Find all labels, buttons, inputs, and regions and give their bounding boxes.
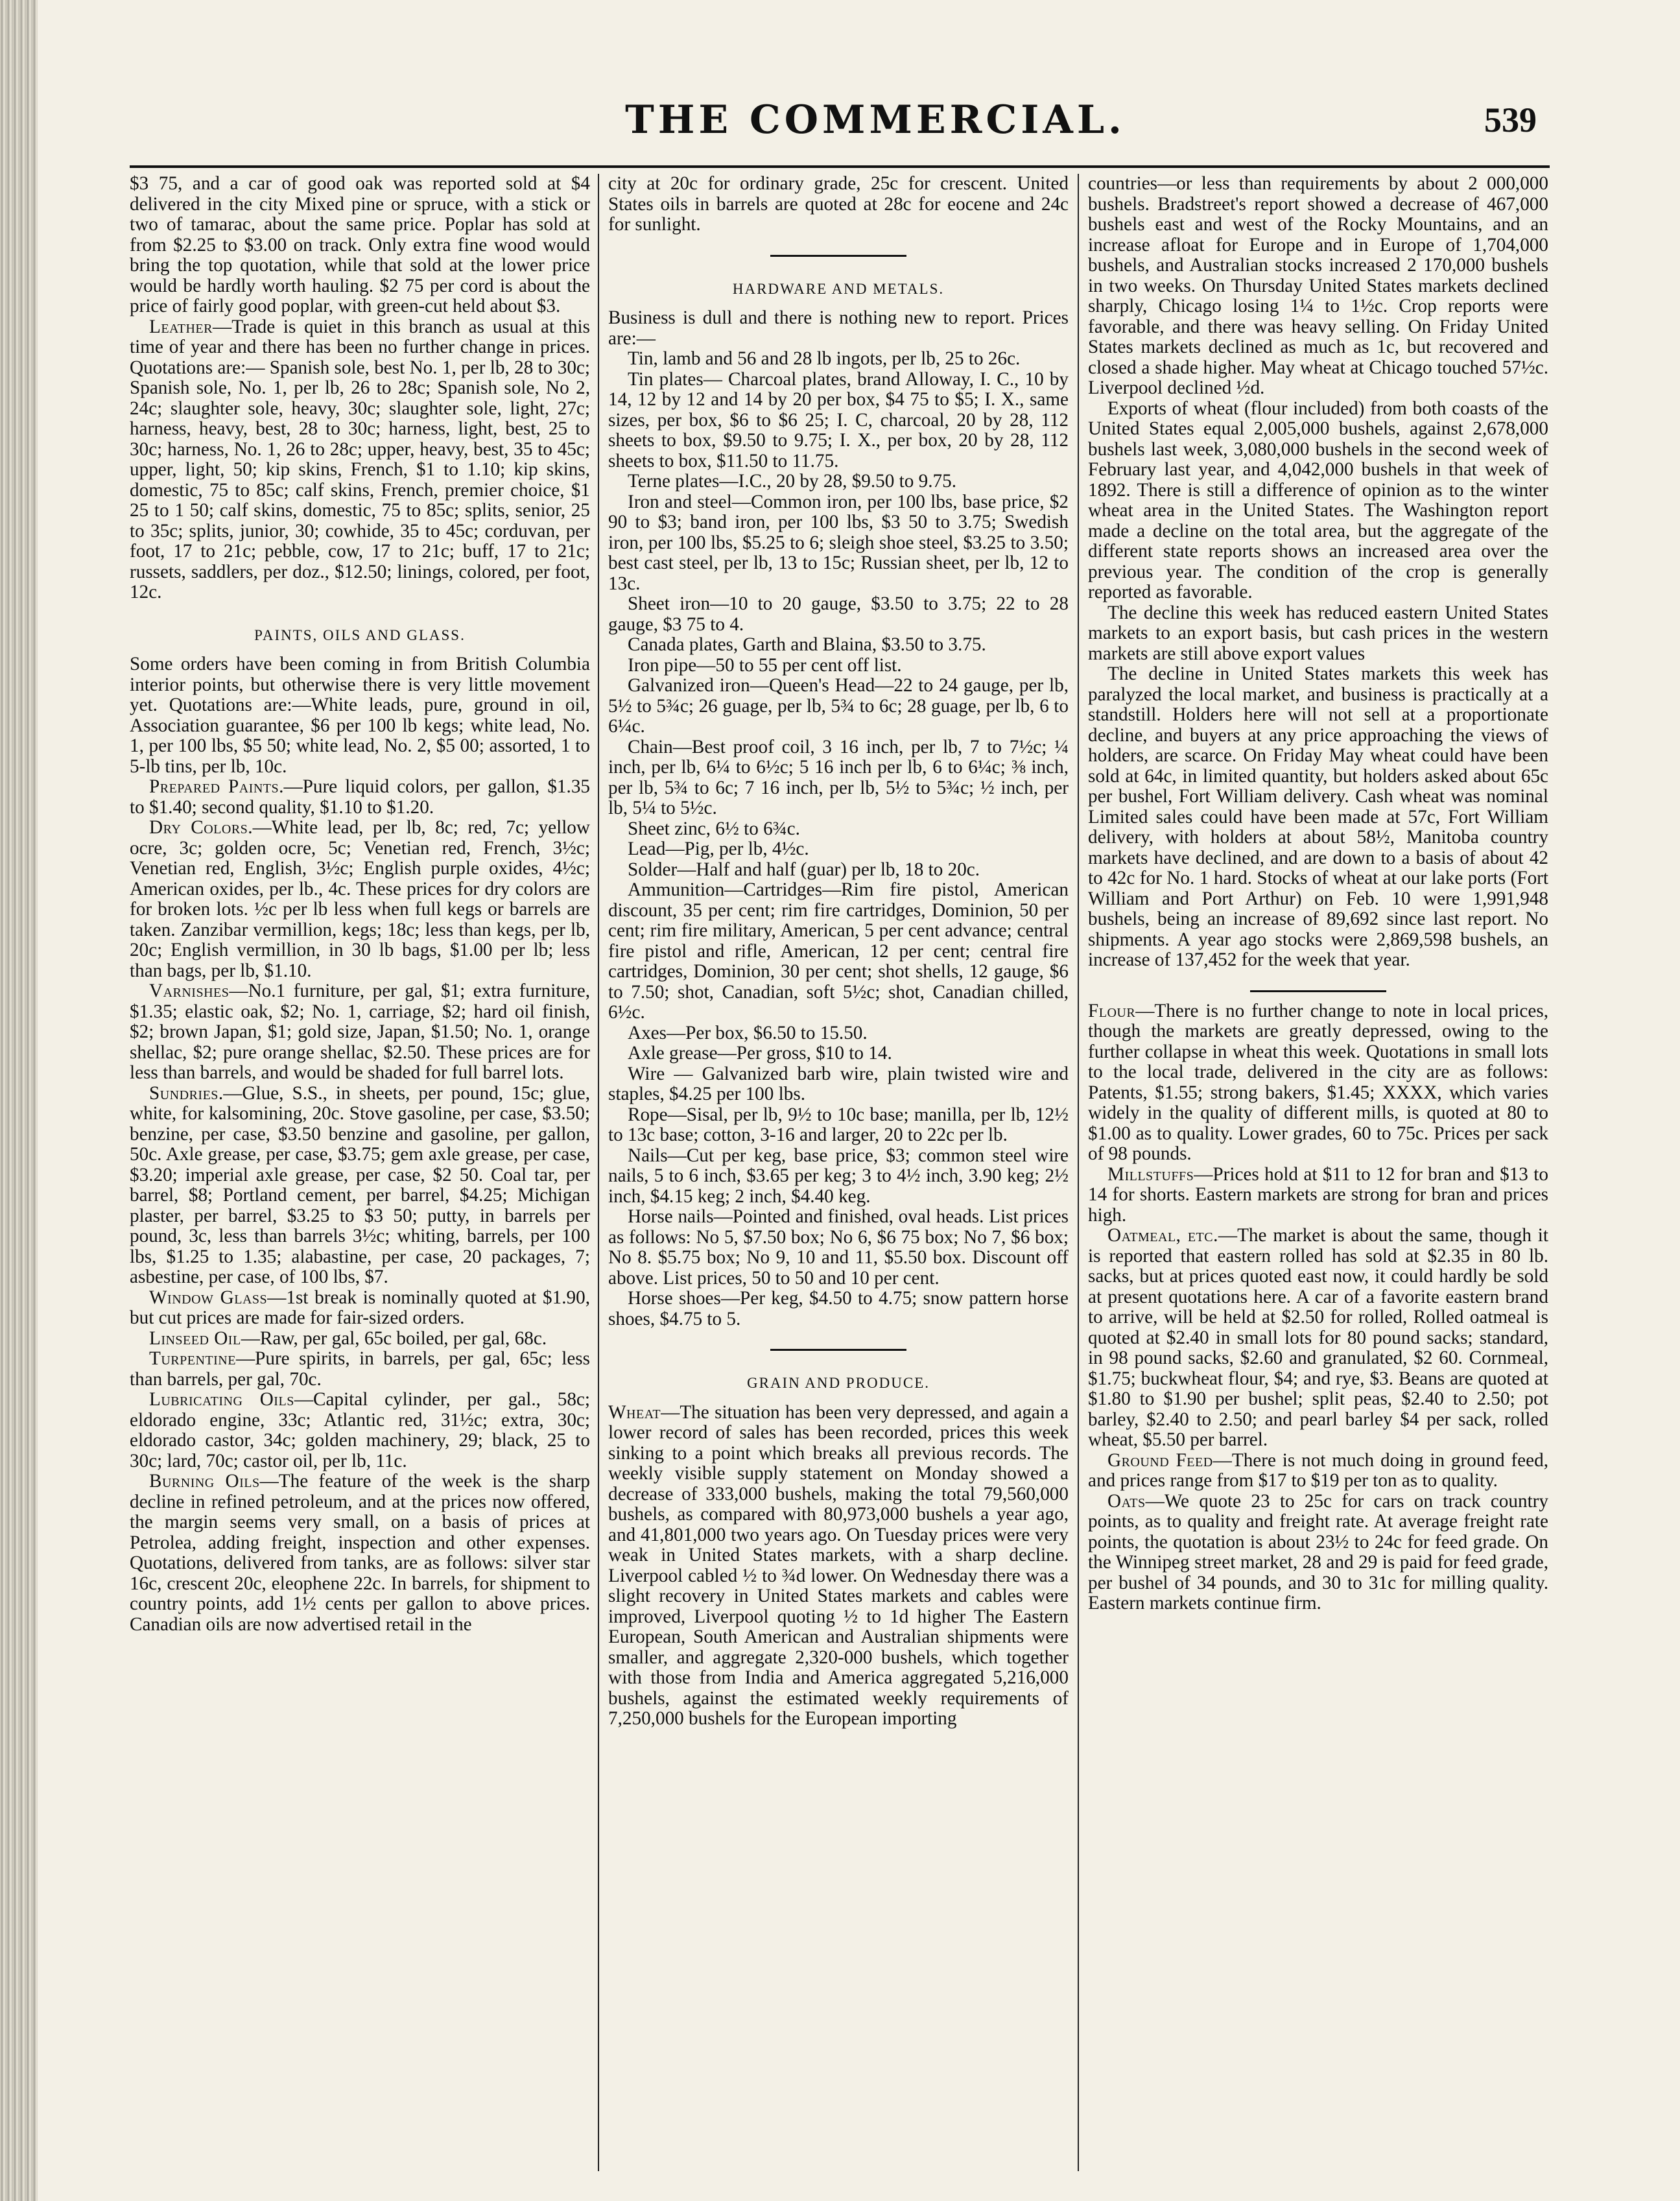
paragraph-lead: Prepared Paints [149, 776, 279, 797]
paragraph: Axle grease—Per gross, $10 to 14. [628, 1043, 892, 1064]
masthead-title: THE COMMERCIAL. [625, 97, 1126, 143]
paragraph-oatmeal [1088, 1226, 1548, 1451]
paragraph: Sheet iron—10 to 20 gauge, $3.50 to 3.75; 22 to 28 gauge, $3 75 to 4. [608, 593, 1069, 635]
paragraph: Galvanized iron—Queen's Head—22 to 24 gauge, per lb, 5½ to 5¾c; 26 guage, per lb, 5¾ to 6c; 28 guage, per lb, 6 to 6¼c. [608, 675, 1069, 737]
page-header [130, 97, 1556, 149]
paragraph: The decline this week has reduced eastern United States markets to an export basis, but cash prices in the western markets are still above export values [1088, 602, 1548, 664]
paragraph: Rope—Sisal, per lb, 9½ to 10c base; manilla, per lb, 12½ to 13c base; cotton, 3-16 and larger, 20 to 22c per lb. [608, 1104, 1069, 1145]
paragraph-lead: Burning Oils [149, 1471, 260, 1492]
paragraph-text: —Pure spirits, in barrels, per gal, 65c; less than barrels, per gal, 70c. [130, 1348, 590, 1390]
paragraph-lead: Window Glass [149, 1287, 268, 1308]
paragraph-lead: Leather [149, 316, 213, 337]
paragraph: Terne plates—I.C., 20 by 28, $9.50 to 9.75. [628, 471, 957, 492]
paragraph: Business is dull and there is nothing new to report. Prices are:— [608, 307, 1069, 349]
paragraph-leather [130, 317, 590, 603]
paragraph-text: —Trade is quiet in this branch as usual at this time of year and there has been no further change in prices. Quotations are:— Spanish sole, best No. 1, per lb, 28 to 30c; Spanish sole, No. 1, per lb, 26 to 28c; Spanish sole, No 2, 24c; slaughter sole, heavy, 30c; slaughter sole, light, 27c; harness, heavy, best, 28 to 30c; harness, light, best, 25 to 30c; harness, No. 1, 26 to 28c; upper, heavy, best, 35 to 45c; upper, light, 50; kip skins, French, $1 to 1.10; kip skins, domestic, 75 to 85c; calf skins, French, premier choice, $1 25 to 1 50; calf skins, domestic, 75 to 85c; splits, senior, 25 to 35c; splits, junior, 30; cowhide, 35 to 45c; corduvan, per foot, 17 to 21c; pebble, cow, 17 to 21c; buff, 17 to 21c; russets, saddlers, per doz., $12.50; linings, colored, per foot, 12c. [130, 316, 590, 602]
column-3 [1088, 174, 1548, 2171]
section-heading-grain: GRAIN AND PRODUCE. [747, 1375, 930, 1391]
paragraph: Lead—Pig, per lb, 4½c. [628, 839, 809, 859]
paragraph: Sheet zinc, 6½ to 6¾c. [628, 818, 800, 839]
paragraph-linseed-oil [130, 1329, 590, 1350]
columns [130, 174, 1550, 2171]
paragraph: Axes—Per box, $6.50 to 15.50. [628, 1022, 868, 1043]
paragraph-lead: Oatmeal, etc. [1107, 1225, 1218, 1246]
paragraph: $3 75, and a car of good oak was reported sold at $4 delivered in the city Mixed pine or spruce, with a stick or two of tamarac, about the same price. Poplar has sold at from $2.25 to $3.00 on track. Only extra fine wood would bring the top quotation, while that sold at the lower price would be hardly worth hauling. $2 75 per cord is about the price of fairly good poplar, with green-cut held about $3. [130, 174, 590, 316]
paragraph-text: —Raw, per gal, 65c boiled, per gal, 68c. [241, 1327, 547, 1349]
paragraph-lead: Wheat [608, 1401, 661, 1423]
paragraph: Iron pipe—50 to 55 per cent off list. [628, 654, 902, 676]
paragraph-lead: Dry Colors [149, 817, 248, 838]
paragraph: Ammunition—Cartridges—Rim fire pistol, American discount, 35 per cent; rim fire cartridges, Dominion, 50 per cent; rim fire military, American, 5 per cent advance; central fire pistol and rifle, American, 12 per cent; central fire cartridges, Dominion, 30 per cent; shot shells, 12 gauge, $6 to 7.50; shot, Canadian, soft 5½c; shot, Canadian chilled, 6½c. [608, 879, 1069, 1023]
spacer [1088, 992, 1548, 1001]
paragraph: Iron and steel—Common iron, per 100 lbs, base price, $2 90 to $3; band iron, per 100 lbs, $3 50 to 3.75; Swedish iron, per 100 lbs, $5.25 to 6; sleigh shoe steel, $3.25 to 3.50; best cast steel, per lb, 13 to 15c; Russian sheet, per lb, 12 to 13c. [608, 491, 1069, 594]
paragraph-text: —We quote 23 to 25c for cars on track country points, as to quality and freight rate. At average freight rate points, the quotation is about 23½ to 24c for feed grade. On the Winnipeg street market, 28 and 29 is paid for feed grade, per bushel of 34 pounds, and 30 to 31c for milling quality. Eastern markets continue firm. [1088, 1490, 1548, 1613]
paragraph-text: —Prices hold at $11 to 12 for bran and $13 to 14 for shorts. Eastern markets are strong for bran and prices high. [1088, 1163, 1548, 1226]
paragraph: Some orders have been coming in from British Columbia interior points, but otherwise there is very little movement yet. Quotations are:—White leads, pure, ground in oil, Association guarantee, $6 per 100 lb kegs; white lead, No. 1, per 100 lbs, $5 50; white lead, No. 2, $5 00; assorted, 1 to 5-lb tins, per lb, 10c. [130, 654, 590, 777]
paragraph-lead: Lubricating Oils [149, 1389, 294, 1410]
section-heading-paints: PAINTS, OILS AND GLASS. [254, 626, 466, 643]
paragraph-text: —Capital cylinder, per gal., 58c; eldorado engine, 33c; Atlantic red, 31½c; extra, 30c; eldorado castor, 34c; golden machinery, 29; black, 25 to 30c; lard, 70c; castor oil, per lb, 11c. [130, 1389, 590, 1471]
paragraph: Horse nails—Pointed and finished, oval heads. List prices as follows: No 5, $7.50 box; No 6, $6 75 box; No 7, $6 box; No 8. $5.75 box; No 9, 10 and 11, $5.50 box. Discount off above. List prices, 50 to 50 and 10 per cent. [608, 1206, 1069, 1289]
paragraph: Exports of wheat (flour included) from both coasts of the United States equal 2,005,000 bushels, against 2,678,000 bushels last week, 3,080,000 bushels in the second week of February last year, and 4,042,000 bushels in that week of 1892. There is still a difference of opinion as to the winter wheat area in the United States. The Washington report made a decline on the total area, but the aggregate of the different state reports shows an increased area over the previous year. The condition of the crop is generally reported as favorable. [1088, 398, 1548, 602]
paragraph: Nails—Cut per keg, base price, $3; common steel wire nails, 5 to 6 inch, $3.65 per keg; 3 to 4½ inch, 3.90 keg; 2½ inch, $4.15 keg; 2 inch, $4.40 keg. [608, 1145, 1069, 1207]
paragraph-text: —1st break is nominally quoted at $1.90, but cut prices are made for fair-sized orders. [130, 1287, 590, 1328]
page-binding-edge [0, 0, 38, 2201]
paragraph-dry-colors [130, 818, 590, 981]
paragraph-lead: Linseed Oil [149, 1327, 241, 1349]
paragraph-window-glass [130, 1288, 590, 1329]
paragraph: Horse shoes—Per keg, $4.50 to 4.75; snow pattern horse shoes, $4.75 to 5. [608, 1288, 1069, 1329]
paragraph-turpentine [130, 1349, 590, 1390]
paragraph-lead: Varnishes [149, 981, 230, 1001]
paragraph-burning-oils [130, 1471, 590, 1635]
paragraph-text: —No.1 furniture, per gal, $1; extra furniture, $1.35; elastic oak, $2; No. 1, carriage, $2; hard oil finish, $2; brown Japan, $1; gold size, Japan, $1.50; No. 1, orange shellac, $2; pure orange shellac, $2.50. These prices are for less than barrels, and would be shaded for full barrel lots. [130, 981, 590, 1083]
paragraph-text: —There is not much doing in ground feed, and prices range from $17 to $19 per ton as to quality. [1088, 1449, 1548, 1491]
paragraph-text: —The feature of the week is the sharp decline in refined petroleum, and at the prices now offered, the margin seems very small, on a basis of prices at Petrolea, adding freight, inspection and other expenses. Quotations, delivered from tanks, are as follows: silver star 16c, crescent 20c, eleophene 22c. In barrels, for shipment to country points, add 1½ cents per gallon to above prices. Canadian oils are now advertised retail in the [130, 1471, 590, 1635]
column-1 [130, 174, 590, 2171]
paragraph: Tin plates— Charcoal plates, brand Alloway, I. C., 10 by 14, 12 by 12 and 14 by 20 per box, $4 75 to $5; I. X., same sizes, per box, $6 to $6 25; I. C, charcoal, 20 by 28, 112 sheets to box, $9.50 to 9.75; I. X., per box, 20 by 28, 112 sheets to box, $11.50 to 11.75. [608, 368, 1069, 471]
page-number: 539 [1484, 101, 1537, 139]
paragraph-flour [1088, 1001, 1548, 1165]
paragraph-sundries [130, 1084, 590, 1288]
paragraph: countries—or less than requirements by about 2 000,000 bushels. Bradstreet's report showed a decrease of 467,000 bushels east and west of the Rocky Mountains, and an increase afloat for Europe and in Europe of 1,704,000 bushels, and Australian stocks increased 2 170,000 bushels in two weeks. On Thursday United States markets declined sharply, Chicago losing 1¼ to 1½c. Crop reports were favorable, and there was heavy selling. On Friday United States markets declined as much as 1c, but recovered and closed a shade higher. May wheat at Chicago touched 57½c. Liverpool declined ½d. [1088, 174, 1548, 398]
paragraph-text: .—Glue, S.S., in sheets, per pound, 15c; glue, white, for kalsomining, 20c. Stove gasoline, per case, $3.50; benzine, per case, $3.50 benzine and gasoline, per gallon, 50c. Axle grease, per case, $3.75; gem axle grease, per case, $3.20; imperial axle grease, per case, $2 50. Coal tar, per barrel, $8; Portland cement, per barrel, $4.25; Michigan plaster, per barrel, $3.25 to $3 50; putty, in barrels per pound, 3c, less than barrels 3½c; whiting, barrels, per 100 lbs, $1.25 to 1.35; alabastine, per case, 20 packages, 7; asbestine, per case, of 100 lbs, $7. [130, 1082, 590, 1287]
paragraph-lead: Oats [1107, 1490, 1146, 1512]
paragraph-lubricating-oils [130, 1390, 590, 1471]
paragraph-wheat [608, 1403, 1069, 1730]
paragraph-oats [1088, 1492, 1548, 1614]
section-rule [770, 255, 906, 257]
paragraph-ground-feed [1088, 1451, 1548, 1492]
paragraph: Wire — Galvanized barb wire, plain twisted wire and staples, $4.25 per 100 lbs. [608, 1063, 1069, 1104]
column-divider [1078, 174, 1079, 2171]
paragraph-varnishes [130, 981, 590, 1084]
paragraph-text: —There is no further change to note in local prices, though the markets are greatly depressed, owing to the further collapse in wheat this week. Quotations in small lots to the local trade, delivered in the city are as follows: Patents, $1.55; strong bakers, $1.45; XXXX, which varies widely in the quality of different mills, is quoted at 80 to $1.00 as to quality. Lower grades, 60 to 75c. Prices per sack of 98 pounds. [1088, 1000, 1548, 1164]
column-2 [608, 174, 1069, 2171]
paragraph-text: .—White lead, per lb, 8c; red, 7c; yellow ocre, 3c; golden ocre, 5c; Venetian red, French, 3½c; Venetian red, English, 3½c; English purple oxides, 4½c; American oxides, per lb., 4c. These prices for dry colors are for broken lots. ½c per lb less when full kegs or barrels are taken. Zanzibar vermillion, kegs; 18c; less than kegs, per lb, 20c; English vermillion, in 30 lb bags, $1.00 per lb; less than bags, per lb, $1.10. [130, 817, 590, 981]
paragraph: The decline in United States markets this week has paralyzed the local market, and business is practically at a standstill. Holders here will not sell at a proportionate decline, and buyers at any price approaching the views of holders, are scarce. On Friday May wheat could have been sold at 64c, in limited quantity, but holders asked about 65c per bushel, Fort William delivery. Cash wheat was nominal Limited sales could have been made at 57c, Fort William delivery, with holders at about 58½, Manitoba country markets have declined, and are down to a basis of about 42 to 42c for No. 1 hard. Stocks of wheat at our lake ports (Fort William and Port Arthur) on Feb. 10 were 1,991,948 bushels, being an increase of 89,692 since last report. No shipments. A year ago stocks were 2,869,598 bushels, an increase of 137,452 for the week that year. [1088, 663, 1548, 970]
paragraph-lead: Sundries [149, 1082, 219, 1104]
paragraph-prepared-paints [130, 777, 590, 818]
paragraph: Solder—Half and half (guar) per lb, 18 to 20c. [628, 859, 980, 880]
paragraph-millstuffs [1088, 1165, 1548, 1226]
paragraph: city at 20c for ordinary grade, 25c for crescent. United States oils in barrels are quoted at 28c for eocene and 24c for sunlight. [608, 174, 1069, 235]
paragraph-text: —The market is about the same, though it is reported that eastern rolled has sold at $2.35 in 80 lb. sacks, but at prices quoted east now, it could hardly be sold at present quotations here. A car of a favorite eastern brand to arrive, will be held at $2.50 for rolled, Rolled oatmeal is quoted at $2.40 in small lots for 80 pound sacks; standard, in 98 pound sacks, $2.60 and granulated, $2 60. Cornmeal, $1.75; buckwheat flour, $4; and rye, $3. Beans are quoted at $1.80 to $1.90 per bushel; split peas, $2.40 to 2.50; pot barley, $2.40 to 2.50; and pearl barley $4 per sack, rolled wheat, $5.50 per barrel. [1088, 1225, 1548, 1450]
paragraph-lead: Turpentine [149, 1348, 236, 1369]
paragraph: Canada plates, Garth and Blaina, $3.50 to 3.75. [628, 634, 986, 655]
header-rule [130, 165, 1550, 168]
section-heading-hardware: HARDWARE AND METALS. [732, 280, 945, 297]
section-rule [770, 1349, 906, 1351]
paragraph-lead: Flour [1088, 1000, 1136, 1021]
paragraph-lead: Millstuffs [1107, 1163, 1194, 1185]
paragraph: Chain—Best proof coil, 3 16 inch, per lb, 7 to 7½c; ¼ inch, per lb, 6¼ to 6½c; 5 16 inch per lb, 6 to 6¼c; ⅜ inch, per lb, 5¾ to 6c; 7 16 inch, per lb, 5½ to 5¾c; ½ inch, per lb, 5¼ to 5½c. [608, 736, 1069, 818]
paragraph: Tin, lamb and 56 and 28 lb ingots, per lb, 25 to 26c. [628, 348, 1021, 369]
paragraph-text: .—Pure liquid colors, per gallon, $1.35 to $1.40; second quality, $1.10 to $1.20. [130, 776, 590, 818]
paragraph-text: —The situation has been very depressed, and again a lower record of sales has been recorded, prices this week sinking to a point which breaks all previous records. The weekly visible supply statement on Monday showed a decrease of 333,000 bushels, making the total 79,560,000 bushels, as compared with 80,973,000 bushels a year ago, and 41,801,000 two years ago. On Tuesday prices were very weak in United States markets, with a sharp decline. Liverpool cabled ½ to ¾d lower. On Wednesday there was a slight recovery in United States markets and cables were improved, Liverpool quoting ½ to 1d higher The Eastern European, South American and Australian shipments were smaller, and aggregate 2,320-000 bushels, which together with those from India and America aggregated 5,216,000 bushels, against the estimated weekly requirements of 7,250,000 bushels for the European importing [608, 1401, 1069, 1729]
column-divider [598, 174, 599, 2171]
paragraph-lead: Ground Feed [1107, 1449, 1213, 1471]
